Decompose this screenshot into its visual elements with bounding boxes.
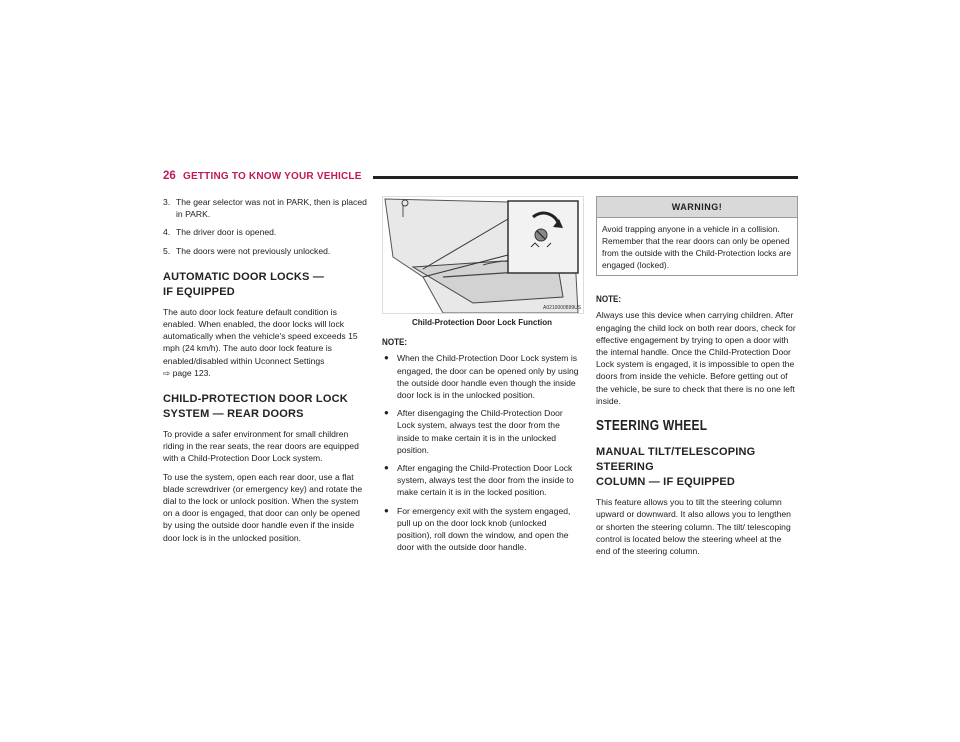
step-text: The driver door is opened. [176, 227, 277, 238]
heading-line: CHILD-PROTECTION DOOR LOCK [163, 393, 348, 406]
bullet-icon: ● [384, 505, 389, 515]
paragraph [163, 306, 368, 379]
list-item [163, 196, 368, 220]
section-title: STEERING WHEEL [596, 417, 708, 435]
bullet-text: When the Child-Protection Door Lock system is engaged, the door can be opened only by using the outside door handle even though the inside door lock is in the unlocked position. [397, 353, 579, 401]
paragraph: To provide a safer environment for small children riding in the rear seats, the rear doors are equipped with a Child-Protection Door Lock system. [163, 429, 359, 464]
warning-box [596, 196, 798, 276]
column-right [596, 196, 798, 563]
figure-code: A0210000899US [543, 305, 582, 311]
paragraph-text: The auto door lock feature default condition is enabled. When enabled, the door locks will lock automatically when the vehicle's speed exceeds 15 mph (24 km/h). The auto door lock feature is enabled/disabled within Uconnect Settings [163, 306, 358, 366]
bullet-text: After disengaging the Child-Protection Door Lock system, always test the door from the inside to make certain it is in the unlocked position. [397, 408, 563, 455]
figure-caption: Child-Protection Door Lock Function [412, 318, 552, 327]
heading-line: COLUMN — IF EQUIPPED [596, 476, 736, 489]
door-panel-drawing [383, 197, 583, 313]
note-list [382, 352, 582, 553]
page-number: 26 [163, 170, 176, 182]
bullet-icon: ● [384, 408, 389, 418]
list-item [163, 226, 368, 238]
step-number: 4. [163, 227, 171, 238]
door-lock-illustration [382, 196, 584, 314]
list-item [382, 407, 582, 456]
list-item [382, 462, 582, 499]
heading-child-protection [163, 392, 368, 422]
heading-line: MANUAL TILT/TELESCOPING STEERING [596, 446, 756, 474]
heading-line: AUTOMATIC DOOR LOCKS — [163, 270, 325, 283]
bullet-icon: ● [384, 463, 389, 473]
note-label: NOTE: [596, 294, 622, 306]
paragraph: To use the system, open each rear door, use a flat blade screwdriver (or emergency key) and rotate the dial to the lock or unlock position. When the system on a door is engaged, that door can only be opened by using the outside door handle even if the inside door lock is in the unlocked position. [163, 471, 363, 543]
warning-body: Avoid trapping anyone in a vehicle in a collision. Remember that the rear doors can only be opened from the outside with the Child-Protection locks are engaged (locked). [602, 224, 791, 271]
note-body: Always use this device when carrying children. After engaging the child lock on both rear doors, check for effective engagement by trying to open a door with the internal handle. Once the Child-Protection Door Lock system is engaged, it is impossible to open the doors from inside the vehicle. Before getting out of the vehicle, be sure to check that there is no one left inside. [596, 310, 796, 406]
column-left [163, 196, 368, 550]
list-item [382, 352, 582, 401]
paragraph: This feature allows you to tilt the steering column upward or downward. It also allows you to lengthen or shorten the steering column. The tilt/ telescoping control is located below the steering wheel at the end of the steering column. [596, 497, 791, 557]
page-ref-arrow-icon: ⇨ [163, 367, 171, 378]
step-text: The gear selector was not in PARK, then is placed in PARK. [176, 197, 367, 220]
list-item [163, 245, 368, 257]
step-text: The doors were not previously unlocked. [176, 245, 331, 256]
step-number: 3. [163, 197, 171, 207]
page-reference-link[interactable]: page 123. [172, 367, 211, 378]
heading-line: IF EQUIPPED [163, 285, 235, 298]
list-item [382, 505, 582, 554]
bullet-text: For emergency exit with the system engaged, pull up on the door lock knob (unlocked position), roll down the window, and open the door with the outside door handle. [397, 505, 571, 553]
chapter-title: GETTING TO KNOW YOUR VEHICLE [183, 171, 362, 182]
heading-line: SYSTEM — REAR DOORS [163, 408, 304, 421]
page-header [163, 170, 798, 186]
column-middle [382, 196, 582, 559]
note-label: NOTE: [382, 337, 408, 349]
header-rule [373, 176, 798, 179]
heading-tilt-telescoping [596, 445, 798, 490]
bullet-icon: ● [384, 353, 389, 363]
bullet-text: After engaging the Child-Protection Door Lock system, always test the door from the inside to make certain it is in the locked position. [397, 463, 574, 498]
warning-title: WARNING! [597, 197, 797, 218]
step-number: 5. [163, 245, 171, 256]
heading-auto-door-locks [163, 270, 368, 300]
